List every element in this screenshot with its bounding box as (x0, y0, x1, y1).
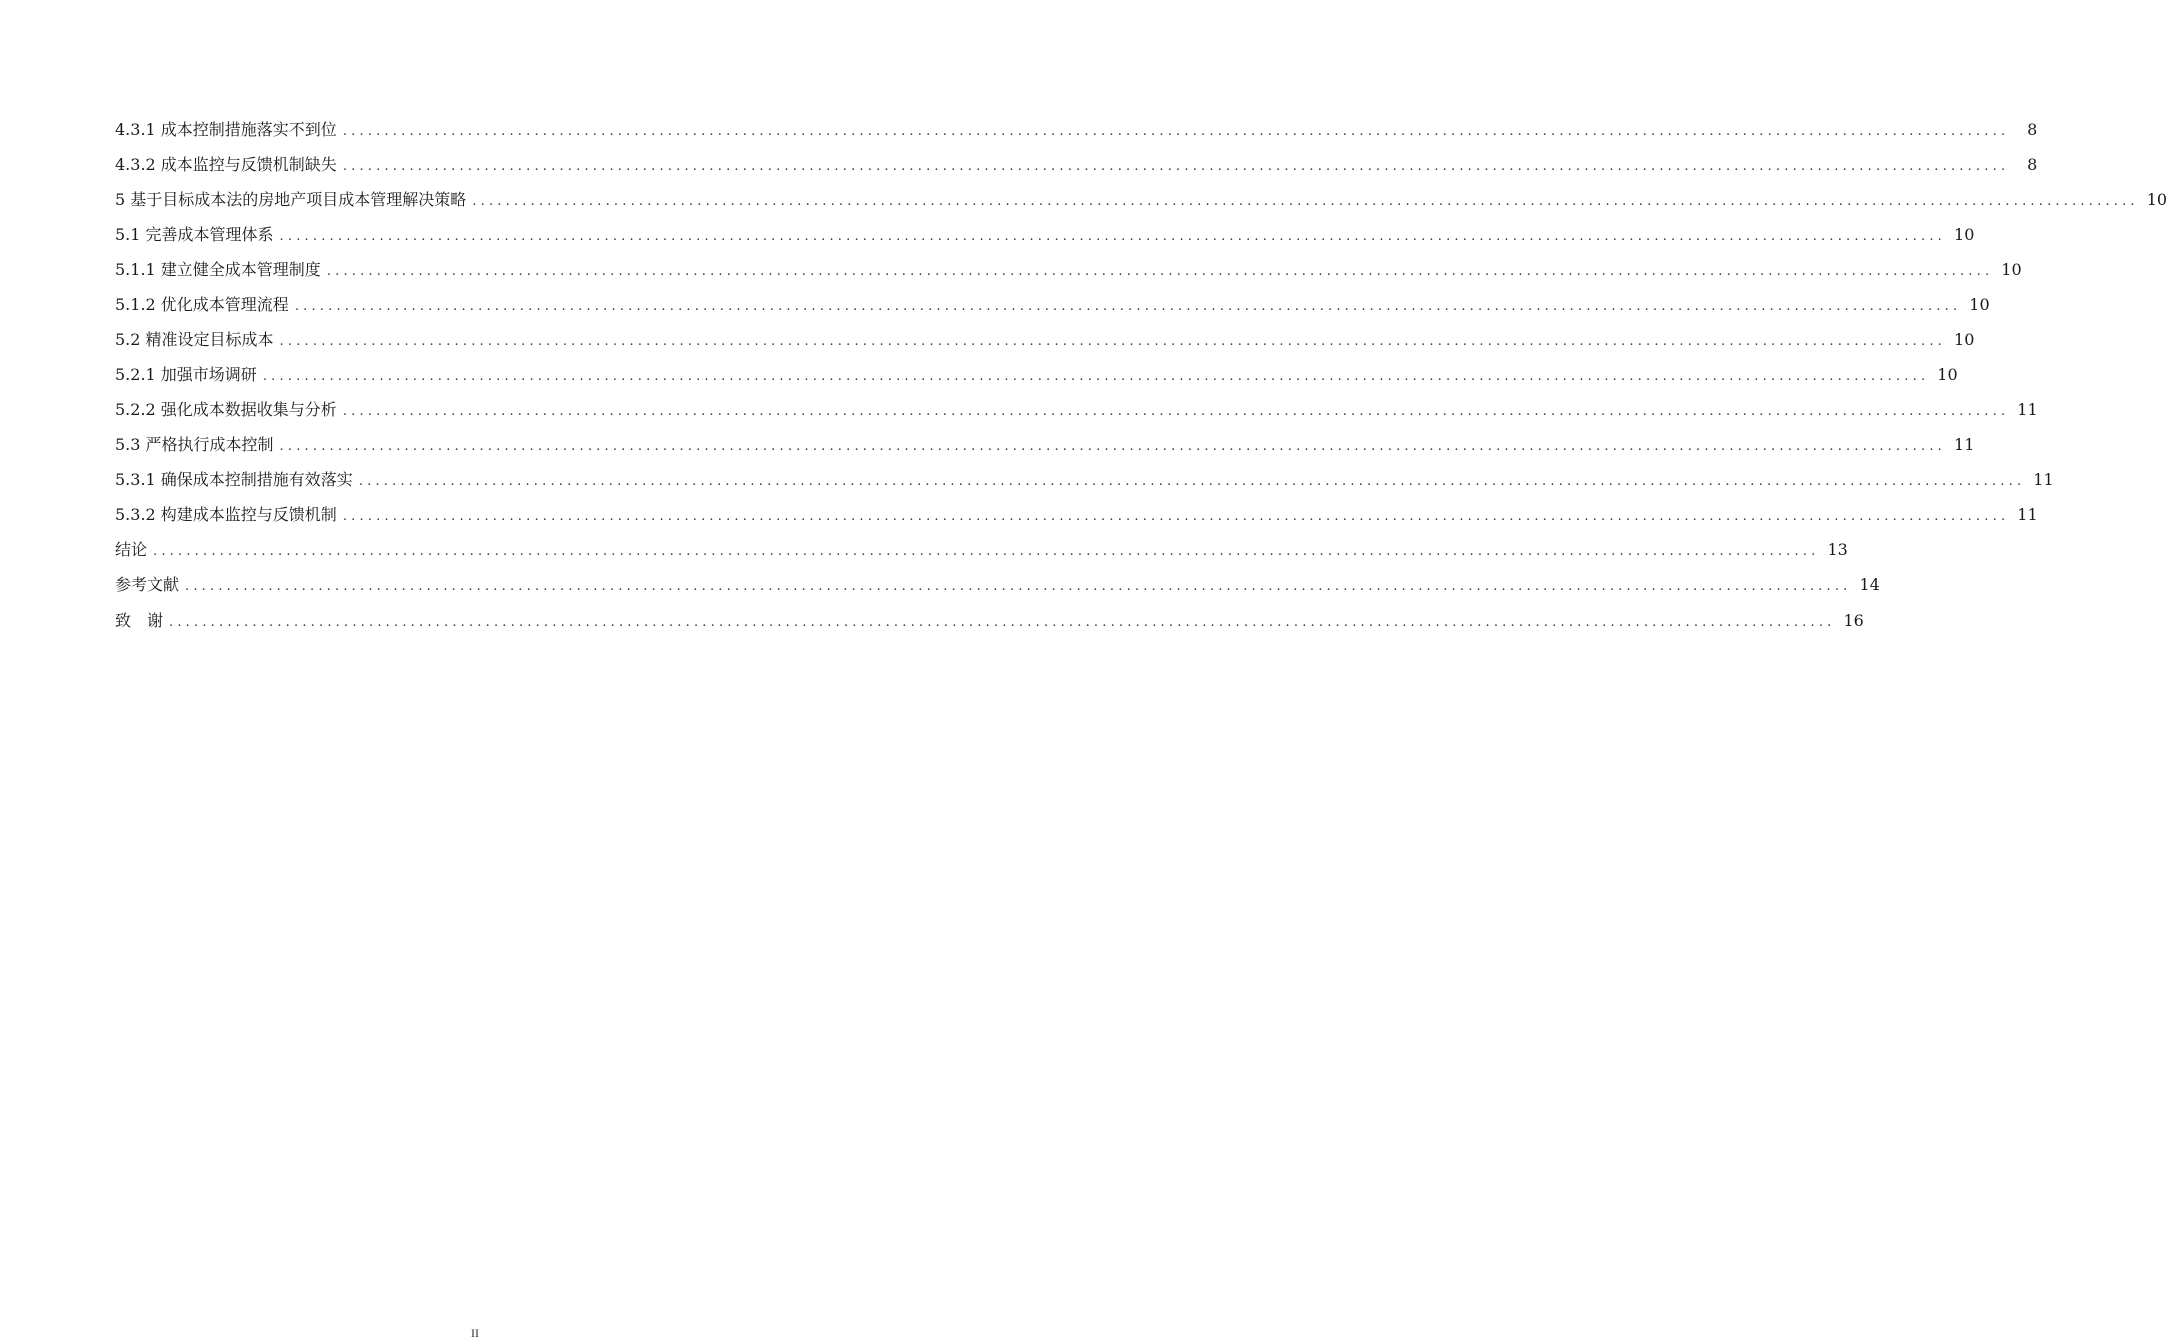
toc-entry-page: 11 (2033, 470, 2054, 489)
toc-entry[interactable] (115, 462, 2054, 497)
toc-entry[interactable] (115, 602, 1864, 639)
toc-entry[interactable] (115, 112, 2038, 147)
toc-entry-page: 11 (1954, 435, 1975, 454)
toc-leader-dots: ........................................................................................................................................................................................................ (279, 439, 1947, 454)
toc-leader-dots: ........................................................................................................................................................................................................ (279, 229, 1947, 244)
toc-leader-dots: ........................................................................................................................................................................................................ (342, 124, 2010, 139)
toc-entry-title: 5.2.2 强化成本数据收集与分析 (115, 400, 337, 419)
toc-entry[interactable] (115, 217, 1975, 252)
toc-entry[interactable] (115, 322, 1975, 357)
toc-entry-page: 10 (2146, 190, 2167, 209)
toc-entry-page: 10 (1969, 295, 1990, 314)
toc-leader-dots: ........................................................................................................................................................................................................ (262, 369, 1930, 384)
toc-leader-dots: ........................................................................................................................................................................................................ (153, 544, 1820, 559)
toc-entry-page: 13 (1827, 540, 1848, 559)
toc-leader-dots: ........................................................................................................................................................................................................ (294, 299, 1962, 314)
toc-entry[interactable] (115, 182, 2167, 217)
toc-entry[interactable] (115, 287, 1990, 322)
toc-entry-title: 5 基于目标成本法的房地产项目成本管理解决策略 (115, 190, 467, 209)
toc-entry[interactable] (115, 252, 2022, 287)
toc-entry-title: 5.3.1 确保成本控制措施有效落实 (115, 470, 353, 489)
toc-entry-title: 5.3.2 构建成本监控与反馈机制 (115, 505, 337, 524)
toc-entry[interactable] (115, 147, 2038, 182)
toc-entry-page: 10 (2001, 260, 2022, 279)
toc-entry-title: 4.3.2 成本监控与反馈机制缺失 (115, 155, 337, 174)
table-of-contents (115, 112, 2167, 639)
toc-entry-title: 致 谢 (115, 611, 164, 630)
toc-leader-dots: ........................................................................................................................................................................................................ (169, 615, 1836, 630)
toc-entry-page: 10 (1954, 225, 1975, 244)
toc-entry-page: 11 (2017, 505, 2038, 524)
toc-entry-page: 10 (1954, 330, 1975, 349)
toc-entry-title: 5.1.1 建立健全成本管理制度 (115, 260, 321, 279)
toc-entry-page: 16 (1843, 611, 1864, 630)
toc-leader-dots: ........................................................................................................................................................................................................ (279, 334, 1947, 349)
toc-entry-title: 5.1 完善成本管理体系 (115, 225, 274, 244)
toc-entry-title: 5.3 严格执行成本控制 (115, 435, 274, 454)
toc-leader-dots: ........................................................................................................................................................................................................ (342, 404, 2010, 419)
toc-entry[interactable] (115, 532, 1848, 567)
toc-entry-title: 5.2.1 加强市场调研 (115, 365, 257, 384)
toc-leader-dots: ........................................................................................................................................................................................................ (358, 474, 2026, 489)
toc-leader-dots: ........................................................................................................................................................................................................ (342, 509, 2010, 524)
toc-entry-title: 5.1.2 优化成本管理流程 (115, 295, 289, 314)
toc-entry[interactable] (115, 357, 1958, 392)
page-number: II (471, 1326, 479, 1340)
toc-entry[interactable] (115, 497, 2038, 532)
toc-entry[interactable] (115, 427, 1975, 462)
toc-entry-page: 8 (2027, 120, 2038, 139)
toc-leader-dots: ........................................................................................................................................................................................................ (472, 194, 2139, 209)
toc-entry-page: 8 (2027, 155, 2038, 174)
toc-entry-title: 参考文献 (115, 575, 180, 594)
toc-leader-dots: ........................................................................................................................................................................................................ (342, 159, 2010, 174)
toc-entry[interactable] (115, 567, 1880, 602)
toc-entry-title: 结论 (115, 540, 148, 559)
toc-entry-page: 11 (2017, 400, 2038, 419)
toc-leader-dots: ........................................................................................................................................................................................................ (185, 579, 1852, 594)
toc-entry-page: 10 (1937, 365, 1958, 384)
toc-entry-page: 14 (1859, 575, 1880, 594)
toc-entry-title: 5.2 精准设定目标成本 (115, 330, 274, 349)
toc-entry-title: 4.3.1 成本控制措施落实不到位 (115, 120, 337, 139)
toc-leader-dots: ........................................................................................................................................................................................................ (326, 264, 1994, 279)
toc-entry[interactable] (115, 392, 2038, 427)
